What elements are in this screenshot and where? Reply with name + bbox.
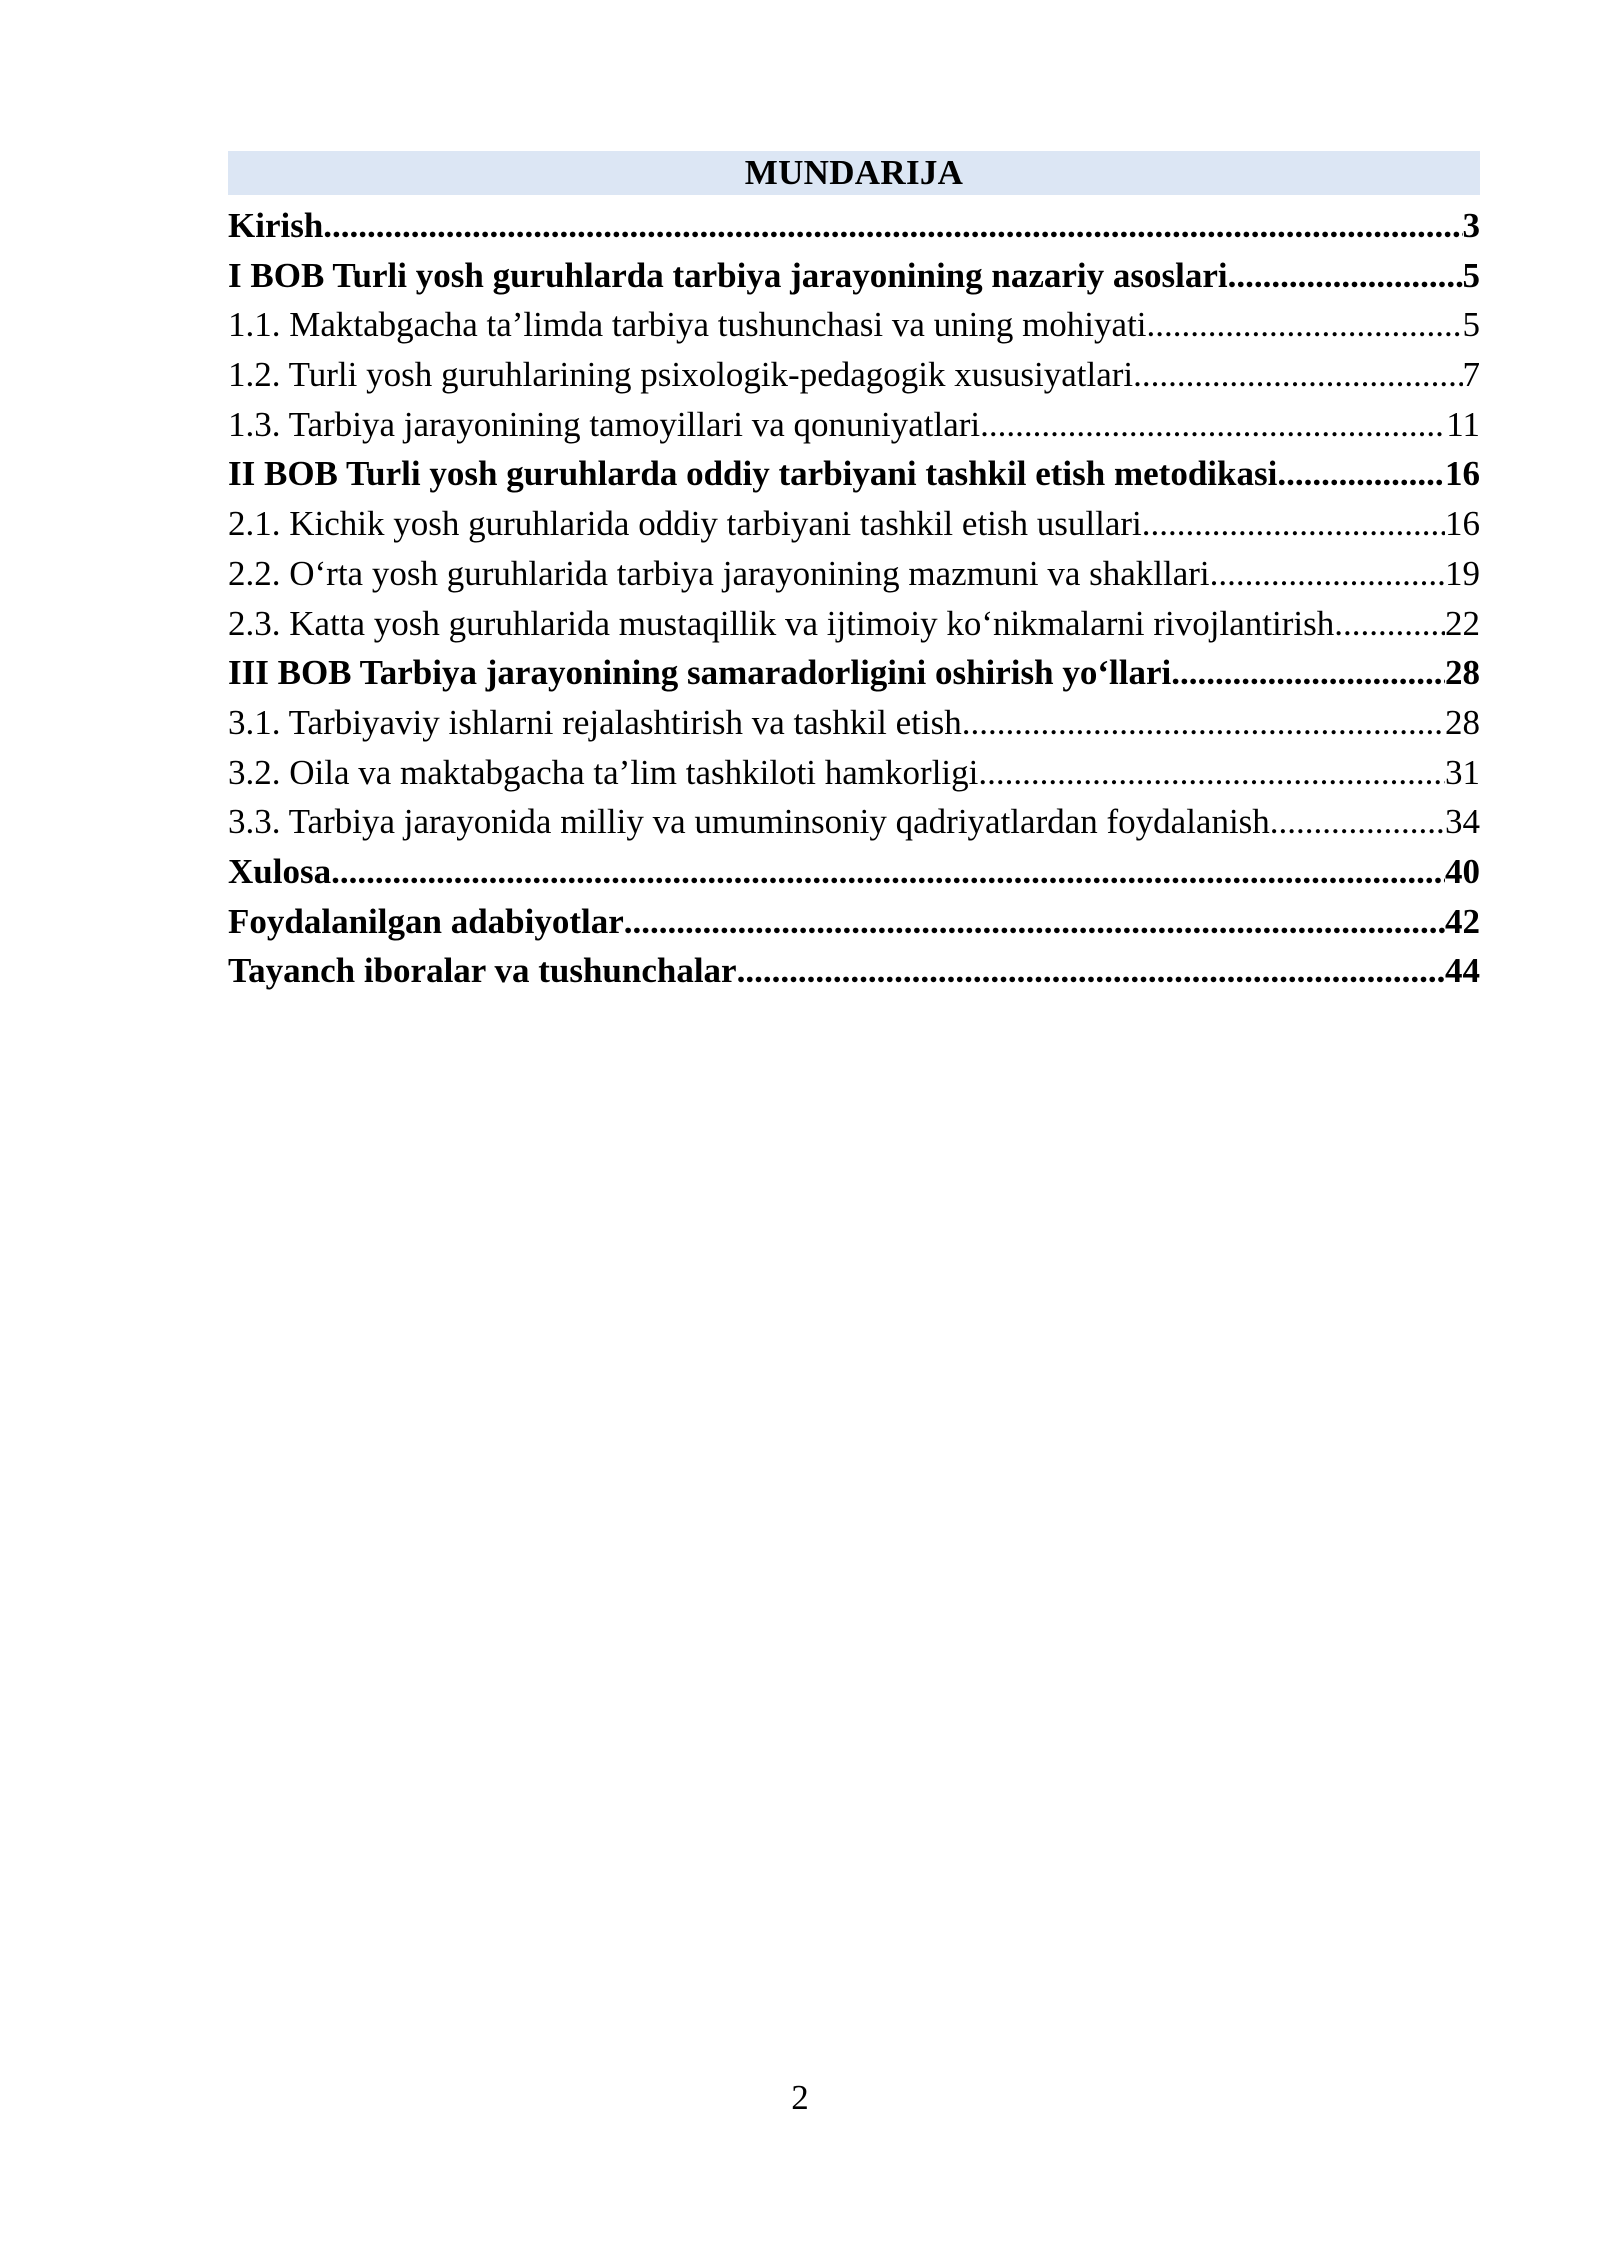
toc-entry-label: 1.3. Tarbiya jarayonining tamoyillari va qonuniyatlari [228, 404, 981, 444]
toc-entry-page: 19 [1445, 553, 1480, 593]
toc-dot-leader [737, 946, 1445, 996]
toc-entry[interactable] [228, 797, 1480, 847]
toc-entry[interactable] [228, 748, 1480, 798]
toc-entry[interactable] [228, 698, 1480, 748]
toc-dot-leader [624, 897, 1445, 947]
toc-dot-leader [1147, 300, 1463, 350]
toc-dot-leader [1334, 599, 1445, 649]
toc-entry-label: 1.1. Maktabgacha ta’limda tarbiya tushunchasi va uning mohiyati [228, 305, 1147, 345]
toc-entry-page: 11 [1446, 404, 1480, 444]
toc-dot-leader [1228, 251, 1463, 301]
toc-entry-label: 3.1. Tarbiyaviy ishlarni rejalashtirish va tashkil etish [228, 702, 962, 742]
toc-entry-page: 31 [1445, 752, 1480, 792]
toc-entry-label: 1.2. Turli yosh guruhlarining psixologik-pedagogik xususiyatlari [228, 355, 1134, 395]
page-number: 2 [791, 2078, 809, 2117]
toc-entry-page: 7 [1462, 355, 1480, 395]
toc-entry-page: 3 [1462, 206, 1480, 245]
toc-entry-label: 2.1. Kichik yosh guruhlarida oddiy tarbiyani tashkil etish usullari [228, 504, 1142, 544]
toc-dot-leader [1210, 549, 1445, 599]
toc-entry-page: 5 [1462, 305, 1480, 345]
toc-entry-page: 28 [1445, 653, 1480, 693]
toc-entry-page: 42 [1445, 901, 1480, 941]
toc-entry[interactable] [228, 847, 1480, 897]
toc-dot-leader [1277, 449, 1445, 499]
toc-entry[interactable] [228, 400, 1480, 450]
toc-dot-leader [1133, 350, 1462, 400]
toc-entry-label: Kirish [228, 206, 324, 245]
toc-entry-page: 16 [1445, 454, 1480, 494]
toc-entry-page: 28 [1445, 702, 1480, 742]
toc-entry-label: III BOB Tarbiya jarayonining samaradorligini oshirish yo‘llari [228, 653, 1172, 693]
toc-entry-label: II BOB Turli yosh guruhlarda oddiy tarbiyani tashkil etish metodikasi [228, 454, 1278, 494]
toc-entry[interactable] [228, 648, 1480, 698]
toc-entry[interactable] [228, 549, 1480, 599]
toc-entry[interactable] [228, 201, 1480, 251]
toc-entry-page: 44 [1445, 951, 1480, 991]
toc-entry-label: Xulosa [228, 851, 332, 891]
toc-entry[interactable] [228, 449, 1480, 499]
toc-dot-leader [331, 847, 1445, 897]
toc-dot-leader [323, 201, 1462, 251]
toc-entry[interactable] [228, 251, 1480, 301]
toc-entry[interactable] [228, 350, 1480, 400]
toc-entry[interactable] [228, 599, 1480, 649]
toc-entry-page: 34 [1445, 802, 1480, 842]
toc-entry-label: 2.3. Katta yosh guruhlarida mustaqillik va ijtimoiy ko‘nikmalarni rivojlantirish [228, 603, 1335, 643]
toc-entry-label: 3.3. Tarbiya jarayonida milliy va umuminsoniy qadriyatlardan foydalanish [228, 802, 1270, 842]
toc-entry-label: Tayanch iboralar va tushunchalar [228, 951, 737, 991]
toc-dot-leader [1171, 648, 1445, 698]
toc-entry-label: 2.2. O‘rta yosh guruhlarida tarbiya jarayonining mazmuni va shakllari [228, 553, 1210, 593]
toc-entry-label: Foydalanilgan adabiyotlar [228, 901, 624, 941]
toc-dot-leader [962, 698, 1445, 748]
toc-entry[interactable] [228, 499, 1480, 549]
toc-dot-leader [1142, 499, 1445, 549]
toc-entry-page: 5 [1462, 255, 1480, 295]
toc-dot-leader [1270, 797, 1445, 847]
toc-entry[interactable] [228, 946, 1480, 996]
toc-entry-label: 3.2. Oila va maktabgacha ta’lim tashkiloti hamkorligi [228, 752, 979, 792]
toc-entry-page: 40 [1445, 851, 1480, 891]
toc-dot-leader [978, 748, 1445, 798]
table-of-contents [228, 151, 1480, 996]
toc-entry[interactable] [228, 300, 1480, 350]
toc-entry-page: 22 [1445, 603, 1480, 643]
toc-entry-page: 16 [1445, 504, 1480, 544]
toc-entry[interactable] [228, 897, 1480, 947]
toc-title: MUNDARIJA [228, 151, 1480, 195]
toc-dot-leader [980, 400, 1446, 450]
toc-entry-label: I BOB Turli yosh guruhlarda tarbiya jarayonining nazariy asoslari [228, 255, 1228, 295]
